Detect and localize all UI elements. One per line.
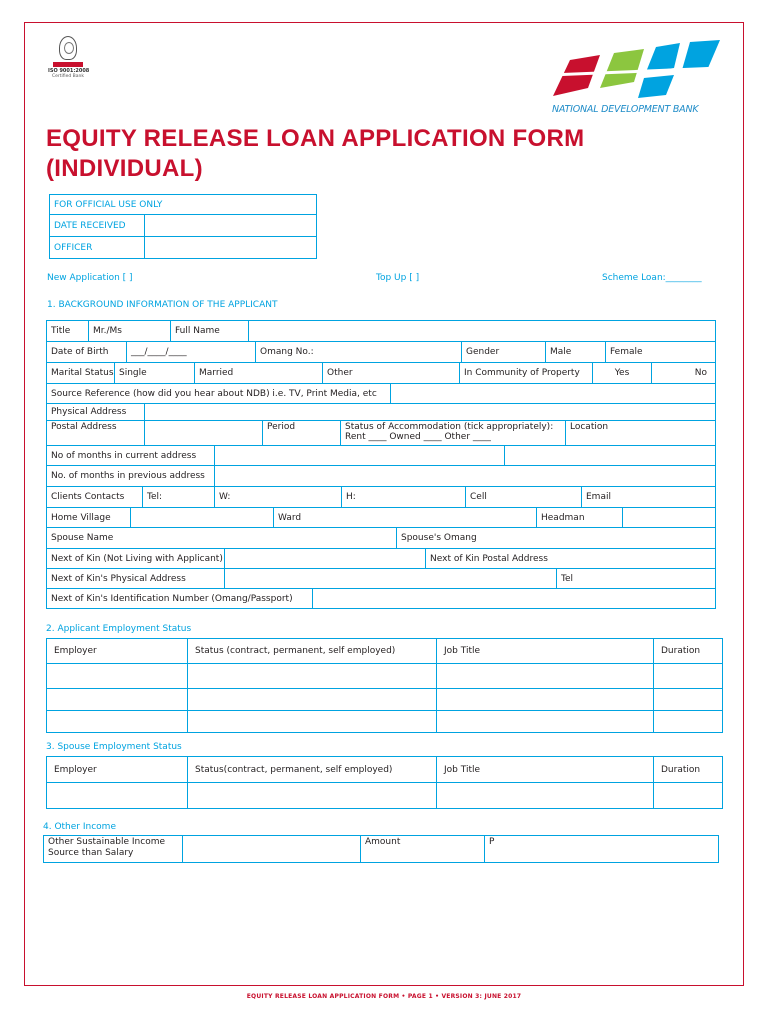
months-current-extra[interactable] — [505, 446, 716, 466]
status-header: Status (contract, permanent, self employed) — [188, 639, 437, 664]
home-village-field[interactable] — [131, 508, 274, 528]
next-of-kin-row — [46, 548, 716, 569]
applicant-employment-table — [46, 638, 723, 733]
physical-address-row — [46, 403, 716, 421]
status-cell[interactable] — [188, 711, 437, 733]
table-row — [47, 783, 723, 809]
spouse-job-title-header: Job Title — [437, 757, 654, 783]
months-current-field[interactable] — [215, 446, 505, 466]
other-income-table — [43, 835, 719, 863]
single-option[interactable]: Single — [115, 363, 195, 384]
nok-tel-field[interactable]: Tel — [557, 569, 716, 589]
dob-field[interactable]: ___/____/____ — [127, 342, 256, 363]
spouse-omang-field[interactable]: Spouse's Omang — [397, 528, 716, 549]
marital-row — [46, 362, 716, 384]
table-row — [47, 664, 723, 689]
accommodation-options[interactable]: Rent ____ Owned ____ Other ____ — [345, 432, 491, 442]
home-village-row — [46, 507, 716, 528]
other-income-label: Other Sustainable Income Source than Salary — [44, 836, 183, 863]
work-phone-field[interactable]: W: — [215, 487, 342, 508]
full-name-label: Full Name — [171, 321, 249, 342]
home-village-label: Home Village — [47, 508, 131, 528]
other-marital-option[interactable]: Other — [323, 363, 460, 384]
source-row — [46, 383, 716, 404]
next-of-kin-label: Next of Kin (Not Living with Applicant) — [47, 549, 225, 569]
contacts-row — [46, 486, 716, 508]
accommodation-status[interactable] — [341, 421, 566, 446]
top-up-option[interactable]: Top Up [ ] — [376, 273, 420, 283]
male-option[interactable]: Male — [546, 342, 606, 363]
headman-label: Headman — [537, 508, 623, 528]
source-reference-label: Source Reference (how did you hear about NDB) i.e. TV, Print Media, etc — [47, 384, 391, 404]
officer-label: OFFICER — [50, 237, 145, 259]
nok-id-label: Next of Kin's Identification Number (Omang/Passport) — [47, 589, 313, 609]
job-title-header: Job Title — [437, 639, 654, 664]
table-row — [47, 711, 723, 733]
spouse-row — [46, 527, 716, 549]
married-option[interactable]: Married — [195, 363, 323, 384]
spouse-job-title-cell[interactable] — [437, 783, 654, 809]
cell-field[interactable]: Cell — [466, 487, 582, 508]
seal-icon — [59, 36, 77, 60]
headman-field[interactable] — [623, 508, 716, 528]
dob-label: Date of Birth — [47, 342, 127, 363]
section2-heading: 2. Applicant Employment Status — [46, 624, 192, 634]
other-income-field[interactable] — [183, 836, 361, 863]
community-property-label: In Community of Property — [460, 363, 593, 384]
new-application-option[interactable]: New Application [ ] — [47, 273, 133, 283]
job-title-cell[interactable] — [437, 711, 654, 733]
date-received-label: DATE RECEIVED — [50, 215, 145, 237]
duration-cell[interactable] — [654, 689, 723, 711]
employer-header: Employer — [47, 639, 188, 664]
spouse-name-field[interactable]: Spouse Name — [47, 528, 397, 549]
employer-cell[interactable] — [47, 711, 188, 733]
dob-row — [46, 341, 716, 363]
postal-address-field[interactable] — [145, 421, 263, 446]
spouse-employment-table — [46, 756, 723, 809]
no-option[interactable]: No — [652, 363, 716, 384]
tel-field[interactable]: Tel: — [143, 487, 215, 508]
months-previous-label: No. of months in previous address — [47, 466, 215, 487]
title-row — [46, 320, 716, 342]
home-phone-field[interactable]: H: — [342, 487, 466, 508]
duration-cell[interactable] — [654, 711, 723, 733]
amount-field[interactable]: P — [485, 836, 719, 863]
physical-address-field[interactable] — [145, 404, 716, 421]
location-label: Location — [566, 421, 716, 446]
months-current-row — [46, 445, 716, 466]
form-title-line2: (INDIVIDUAL) — [46, 155, 203, 182]
official-use-header: FOR OFFICIAL USE ONLY — [50, 195, 317, 215]
months-previous-field[interactable] — [215, 466, 716, 487]
official-use-table — [49, 194, 317, 259]
clients-contacts-label: Clients Contacts — [47, 487, 143, 508]
status-cell[interactable] — [188, 689, 437, 711]
physical-address-label: Physical Address — [47, 404, 145, 421]
spouse-employer-cell[interactable] — [47, 783, 188, 809]
form-title — [46, 124, 584, 184]
officer-field[interactable] — [145, 237, 317, 259]
status-cell[interactable] — [188, 664, 437, 689]
employer-cell[interactable] — [47, 664, 188, 689]
gender-label: Gender — [462, 342, 546, 363]
months-previous-row — [46, 465, 716, 487]
female-option[interactable]: Female — [606, 342, 716, 363]
nok-physical-field[interactable] — [225, 569, 557, 589]
title-label: Title — [47, 321, 89, 342]
bank-name: NATIONAL DEVELOPMENT BANK — [552, 104, 699, 115]
next-of-kin-postal-field[interactable]: Next of Kin Postal Address — [426, 549, 716, 569]
section4-heading: 4. Other Income — [43, 822, 116, 832]
nok-id-row — [46, 588, 716, 609]
mr-ms-option[interactable]: Mr./Ms — [89, 321, 171, 342]
logo-blue-block-bottom — [638, 75, 674, 98]
table-row — [47, 689, 723, 711]
spouse-duration-header: Duration — [654, 757, 723, 783]
scheme-loan-field[interactable]: Scheme Loan:________ — [602, 273, 702, 283]
nok-physical-label: Next of Kin's Physical Address — [47, 569, 225, 589]
page-footer: EQUITY RELEASE LOAN APPLICATION FORM • PAGE 1 • VERSION 3: JUNE 2017 — [246, 993, 522, 1000]
full-name-field[interactable] — [249, 321, 716, 342]
employer-cell[interactable] — [47, 689, 188, 711]
omang-field[interactable]: Omang No.: — [256, 342, 462, 363]
yes-option[interactable]: Yes — [593, 363, 652, 384]
spouse-status-header: Status(contract, permanent, self employed) — [188, 757, 437, 783]
next-of-kin-field[interactable] — [225, 549, 426, 569]
source-reference-field[interactable] — [391, 384, 716, 404]
job-title-cell[interactable] — [437, 664, 654, 689]
postal-address-row — [46, 420, 716, 446]
iso-cert-seal — [48, 36, 88, 88]
section1-heading: 1. BACKGROUND INFORMATION OF THE APPLICANT — [47, 300, 278, 310]
duration-cell[interactable] — [654, 664, 723, 689]
amount-label: Amount — [361, 836, 485, 863]
spouse-employer-header: Employer — [47, 757, 188, 783]
period-label: Period — [263, 421, 341, 446]
marital-status-label: Marital Status — [47, 363, 115, 384]
date-received-field[interactable] — [145, 215, 317, 237]
logo-green-block — [600, 49, 644, 88]
spouse-duration-cell[interactable] — [654, 783, 723, 809]
nok-physical-row — [46, 568, 716, 589]
email-field[interactable]: Email — [582, 487, 716, 508]
logo-blue-block-top — [646, 43, 680, 72]
postal-address-label: Postal Address — [47, 421, 145, 446]
logo-blue-block-right — [682, 40, 720, 70]
spouse-status-cell[interactable] — [188, 783, 437, 809]
months-current-label: No of months in current address — [47, 446, 215, 466]
cert-label: ISO 9001:2008 — [48, 68, 90, 74]
nok-id-field[interactable] — [313, 589, 716, 609]
job-title-cell[interactable] — [437, 689, 654, 711]
accommodation-status-label: Status of Accommodation (tick appropriately): — [345, 422, 554, 432]
duration-header: Duration — [654, 639, 723, 664]
cert-sub-label: Certified Bank — [52, 74, 84, 79]
form-title-line1: EQUITY RELEASE LOAN APPLICATION FORM — [46, 125, 585, 152]
section3-heading: 3. Spouse Employment Status — [46, 742, 182, 752]
ward-field[interactable]: Ward — [274, 508, 537, 528]
